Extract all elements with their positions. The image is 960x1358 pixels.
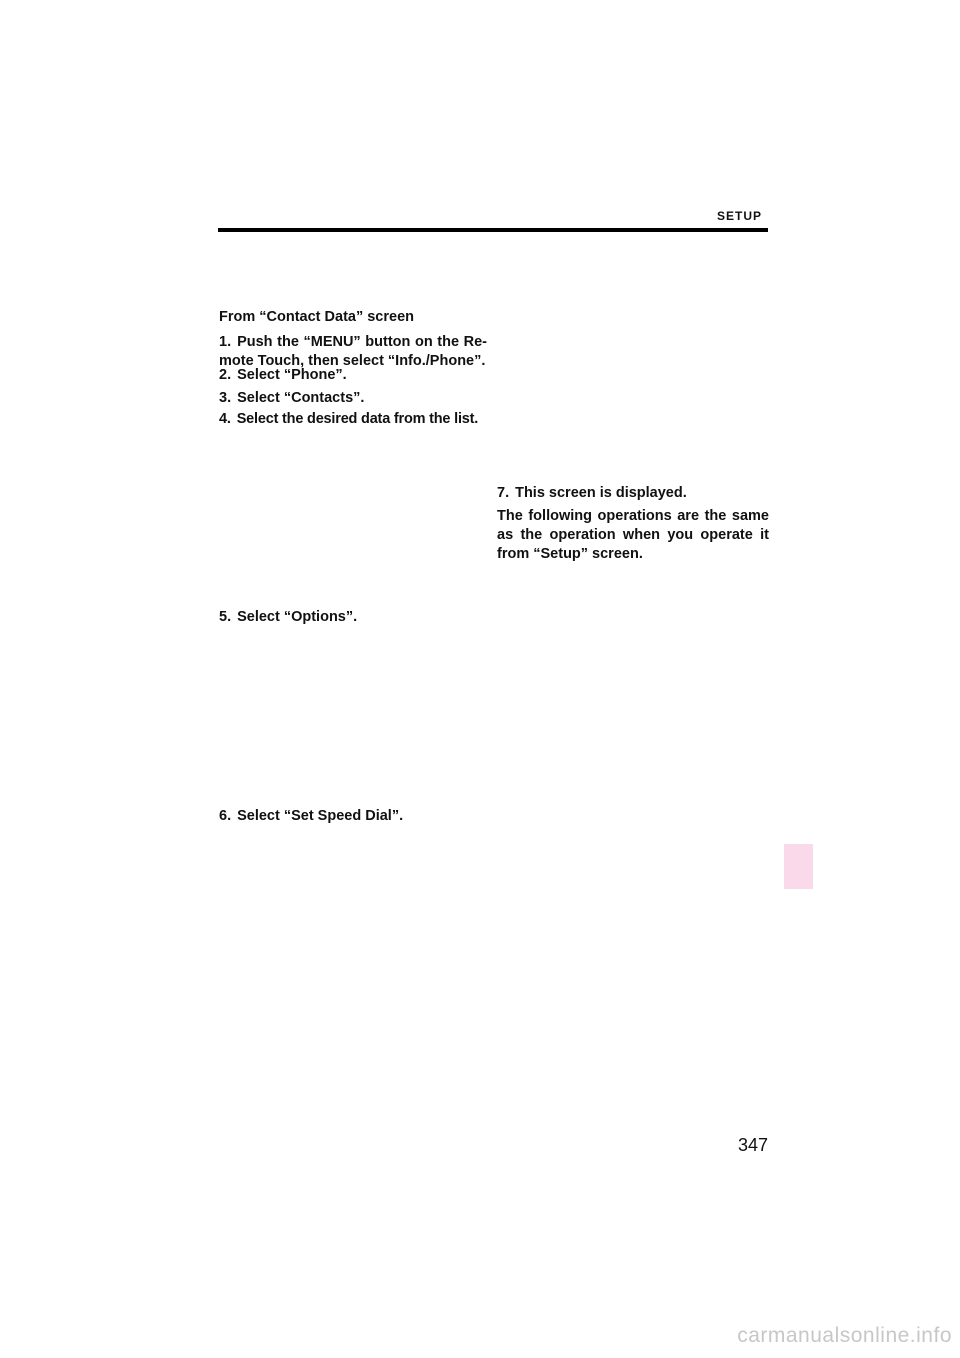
step-text: Select “Phone”. <box>237 367 347 383</box>
step-number: 2. <box>219 367 232 383</box>
step-number: 1. <box>219 334 232 350</box>
step-number: 3. <box>219 390 232 406</box>
section-header: SETUP <box>716 209 762 223</box>
watermark: carmanualsonline.info <box>737 1324 952 1347</box>
step-text: Select “Contacts”. <box>237 390 365 406</box>
section-side-tab <box>784 844 813 889</box>
step-2 <box>219 366 487 385</box>
subheading: From “Contact Data” screen <box>219 309 414 325</box>
step-7 <box>497 484 769 503</box>
step-number: 5. <box>219 609 232 625</box>
step-text: This screen is displayed. <box>515 485 687 501</box>
header-rule <box>218 228 768 232</box>
step-5 <box>219 608 487 627</box>
step-number: 4. <box>219 411 231 427</box>
step-text: Select “Options”. <box>237 609 358 625</box>
step-text: Select the desired data from the list. <box>236 411 479 427</box>
step-text: Select “Set Speed Dial”. <box>237 808 404 824</box>
step-3 <box>219 389 487 408</box>
note-paragraph: The following operations are the same as the operation when you operate it from “Setup” screen. <box>497 508 769 562</box>
step-text: Push the “MENU” button on the Re- mote Touch, then select “Info./Phone”. <box>219 334 487 369</box>
page-number: 347 <box>737 1135 768 1155</box>
step-6 <box>219 807 487 826</box>
step-number: 6. <box>219 808 232 824</box>
step-number: 7. <box>497 485 510 501</box>
step-4 <box>219 410 491 429</box>
